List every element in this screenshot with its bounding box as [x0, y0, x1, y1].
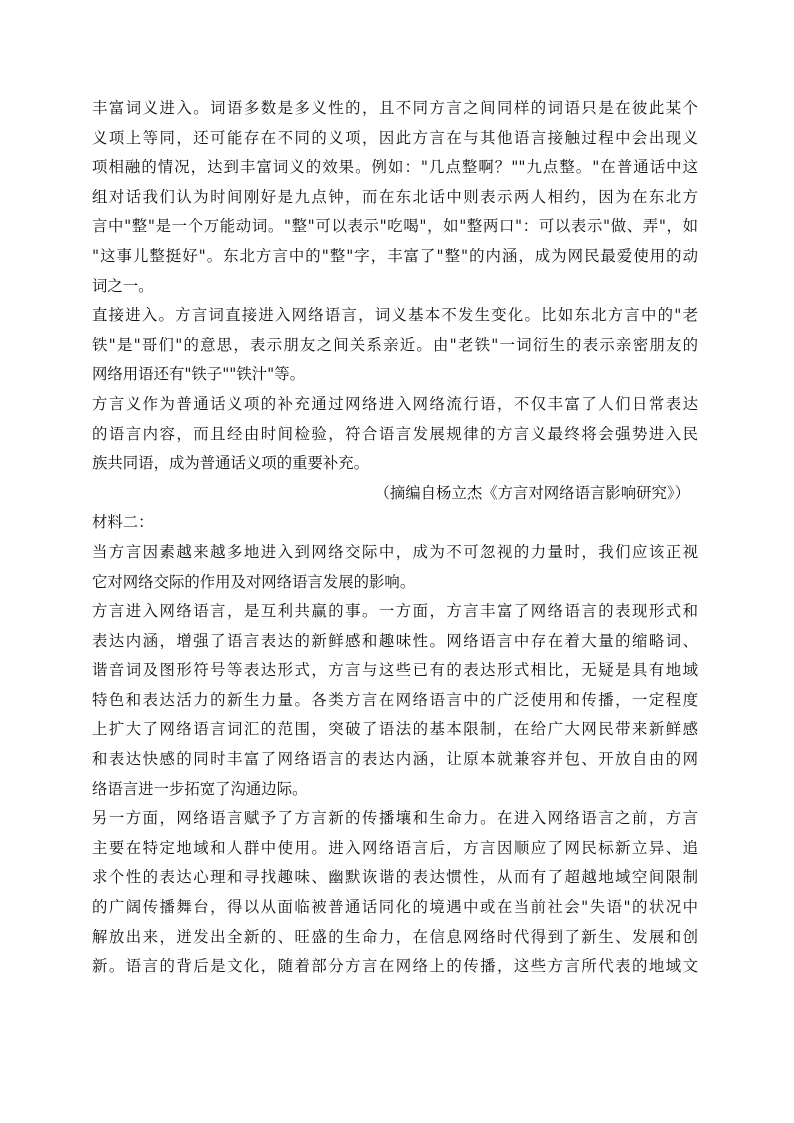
text-line: 求个性的表达心理和寻找趣味、幽默诙谐的表达惯性，从而有了超越地域空间限制	[92, 868, 698, 887]
text-line: 主要在特定地域和人群中使用。进入网络语言后，方言因顺应了网民标新立异、追	[92, 838, 698, 857]
source-citation: （摘编自杨立杰《方言对网络语言影响研究》）	[374, 483, 690, 502]
text-line: 网络用语还有"铁子""铁汁"等。	[92, 365, 306, 384]
text-line: 项相融的情况，达到丰富词义的效果。例如："几点整啊？""九点整。"在普通话中这	[92, 158, 698, 177]
text-line: 新。语言的背后是文化，随着部分方言在网络上的传播，这些方言所代表的地域文	[92, 957, 698, 976]
text-line: "这事儿整挺好"。东北方言中的"整"字，丰富了"整"的内涵，成为网民最爱使用的动	[92, 246, 698, 265]
text-line: 另一方面，网络语言赋予了方言新的传播壤和生命力。在进入网络语言之前，方言	[92, 809, 698, 828]
text-line: 络语言进一步拓宽了沟通边际。	[92, 779, 308, 798]
text-line: 铁"是"哥们"的意思，表示朋友之间关系亲近。由"老铁"一词衍生的表示亲密朋友的	[92, 335, 698, 354]
text-line: 表达内涵，增强了语言表达的新鲜感和趣味性。网络语言中存在着大量的缩略词、	[92, 631, 698, 650]
text-line: 上扩大了网络语言词汇的范围，突破了语法的基本限制，在给广大网民带来新鲜感	[92, 720, 698, 739]
text-line: 组对话我们认为时间刚好是九点钟，而在东北话中则表示两人相约，因为在东北方	[92, 187, 698, 206]
text-line: 义项上等同，还可能存在不同的义项，因此方言在与其他语言接触过程中会出现义	[92, 128, 698, 147]
text-line: 族共同语，成为普通话义项的重要补充。	[92, 454, 370, 473]
text-line: 它对网络交际的作用及对网络语言发展的影响。	[92, 572, 416, 591]
document-body	[92, 94, 698, 982]
text-line: 言中"整"是一个万能动词。"整"可以表示"吃喝"，如"整两口"：可以表示"做、弄"，如	[92, 217, 698, 236]
text-line: 当方言因素越来越多地进入到网络交际中，成为不可忽视的力量时，我们应该正视	[92, 542, 698, 561]
text-line: 的语言内容，而且经由时间检验，符合语言发展规律的方言义最终将会强势进入民	[92, 424, 698, 443]
text-line: 特色和表达活力的新生力量。各类方言在网络语言中的广泛使用和传播，一定程度	[92, 690, 698, 709]
text-line: 的广阔传播舞台，得以从面临被普通话同化的境遇中或在当前社会"失语"的状况中	[92, 898, 698, 917]
text-line: 丰富词义进入。词语多数是多义性的，且不同方言之间同样的词语只是在彼此某个	[92, 99, 698, 117]
section-heading: 材料二：	[92, 513, 154, 532]
text-line: 方言义作为普通话义项的补充通过网络进入网络流行语，不仅丰富了人们日常表达	[92, 394, 698, 413]
text-line: 谐音词及图形符号等表达形式，方言与这些已有的表达形式相比，无疑是具有地域	[92, 661, 698, 680]
text-line: 方言进入网络语言，是互利共赢的事。一方面，方言丰富了网络语言的表现形式和	[92, 602, 698, 621]
text-line: 和表达快感的同时丰富了网络语言的表达内涵，让原本就兼容并包、开放自由的网	[92, 750, 698, 769]
text-line: 解放出来，迸发出全新的、旺盛的生命力，在信息网络时代得到了新生、发展和创	[92, 927, 698, 946]
text-line: 词之一。	[92, 276, 154, 295]
text-line: 直接进入。方言词直接进入网络语言，词义基本不发生变化。比如东北方言中的"老	[92, 306, 698, 325]
